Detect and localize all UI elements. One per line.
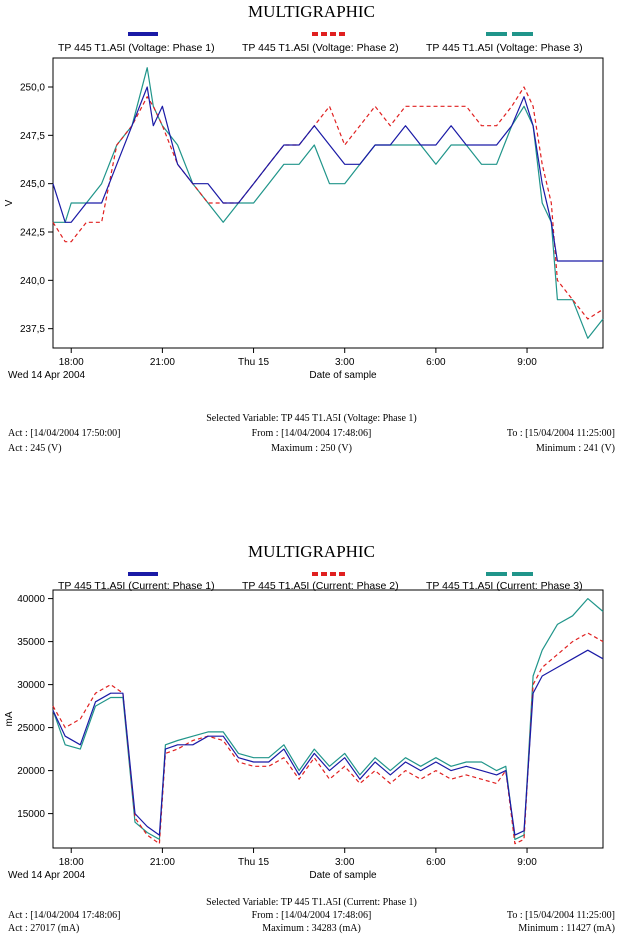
act-time-label: Act : [14/04/2004 17:48:06] <box>8 910 121 921</box>
y-tick-label: 250,0 <box>19 82 45 94</box>
y-tick-label: 242,5 <box>19 227 45 239</box>
y-tick-label: 15000 <box>17 809 45 821</box>
series-line-phase3 <box>53 599 603 840</box>
y-tick-label: 20000 <box>17 766 45 778</box>
x-tick-label: 18:00 <box>58 357 84 368</box>
x-tick-label: Thu 15 <box>237 857 270 868</box>
plot-frame <box>53 590 603 848</box>
x-axis-label: Date of sample <box>309 870 377 881</box>
y-tick-label: 30000 <box>17 680 45 692</box>
from-label: From : [14/04/2004 17:48:06] <box>251 910 372 921</box>
x-tick-label: 3:00 <box>334 857 355 868</box>
x-tick-label: 9:00 <box>517 357 537 368</box>
maximum-label: Maximum : 34283 (mA) <box>262 923 361 934</box>
act-time-label: Act : [14/04/2004 17:50:00] <box>8 428 121 439</box>
legend-label-phase2: TP 445 T1.A5I (Current: Phase 2) <box>242 580 399 592</box>
legend-label-phase1: TP 445 T1.A5I (Current: Phase 1) <box>58 580 215 592</box>
y-axis-label: V <box>4 199 15 207</box>
minimum-label: Minimum : 11427 (mA) <box>518 923 615 934</box>
current-plot <box>0 540 623 890</box>
y-tick-label: 40000 <box>17 594 45 606</box>
x-tick-label: Thu 15 <box>237 357 270 368</box>
voltage-plot <box>0 0 623 400</box>
x-tick-label: 9:00 <box>517 857 537 868</box>
start-date-label: Wed 14 Apr 2004 <box>8 870 86 881</box>
legend-label-phase2: TP 445 T1.A5I (Voltage: Phase 2) <box>242 42 399 54</box>
x-tick-label: 6:00 <box>426 357 446 368</box>
selected-variable-label: Selected Variable: TP 445 T1.A5I (Voltage: Phase 1) <box>206 413 417 424</box>
series-line-phase2 <box>53 87 603 319</box>
plot-frame <box>53 58 603 348</box>
to-label: To : [15/04/2004 11:25:00] <box>506 910 615 921</box>
y-tick-label: 25000 <box>17 723 45 735</box>
y-tick-label: 35000 <box>17 637 45 649</box>
legend-label-phase3: TP 445 T1.A5I (Voltage: Phase 3) <box>426 42 583 54</box>
to-label: To : [15/04/2004 11:25:00] <box>506 428 615 439</box>
x-tick-label: 18:00 <box>58 857 84 868</box>
from-label: From : [14/04/2004 17:48:06] <box>251 428 372 439</box>
maximum-label: Maximum : 250 (V) <box>271 443 352 454</box>
chart-title: MULTIGRAPHIC <box>248 2 375 21</box>
x-tick-label: 6:00 <box>426 857 446 868</box>
series-line-phase2 <box>53 633 603 844</box>
legend-label-phase1: TP 445 T1.A5I (Voltage: Phase 1) <box>58 42 215 54</box>
y-tick-label: 240,0 <box>19 275 45 287</box>
series-line-phase3 <box>53 68 603 339</box>
x-tick-label: 21:00 <box>149 357 175 368</box>
chart-title: MULTIGRAPHIC <box>248 542 375 561</box>
series-line-phase1 <box>53 650 603 835</box>
x-tick-label: 3:00 <box>334 357 355 368</box>
x-tick-label: 21:00 <box>149 857 175 868</box>
y-tick-label: 245,0 <box>19 179 45 191</box>
start-date-label: Wed 14 Apr 2004 <box>8 370 86 381</box>
selected-variable-label: Selected Variable: TP 445 T1.A5I (Current: Phase 1) <box>206 897 417 908</box>
minimum-label: Minimum : 241 (V) <box>535 443 615 454</box>
y-tick-label: 247,5 <box>19 130 45 142</box>
act-value-label: Act : 27017 (mA) <box>8 923 80 934</box>
y-axis-label: mA <box>4 711 15 727</box>
current-chart-panel <box>0 540 623 938</box>
x-axis-label: Date of sample <box>309 370 377 381</box>
legend-label-phase3: TP 445 T1.A5I (Current: Phase 3) <box>426 580 583 592</box>
act-value-label: Act : 245 (V) <box>8 443 62 454</box>
y-tick-label: 237,5 <box>19 324 45 336</box>
